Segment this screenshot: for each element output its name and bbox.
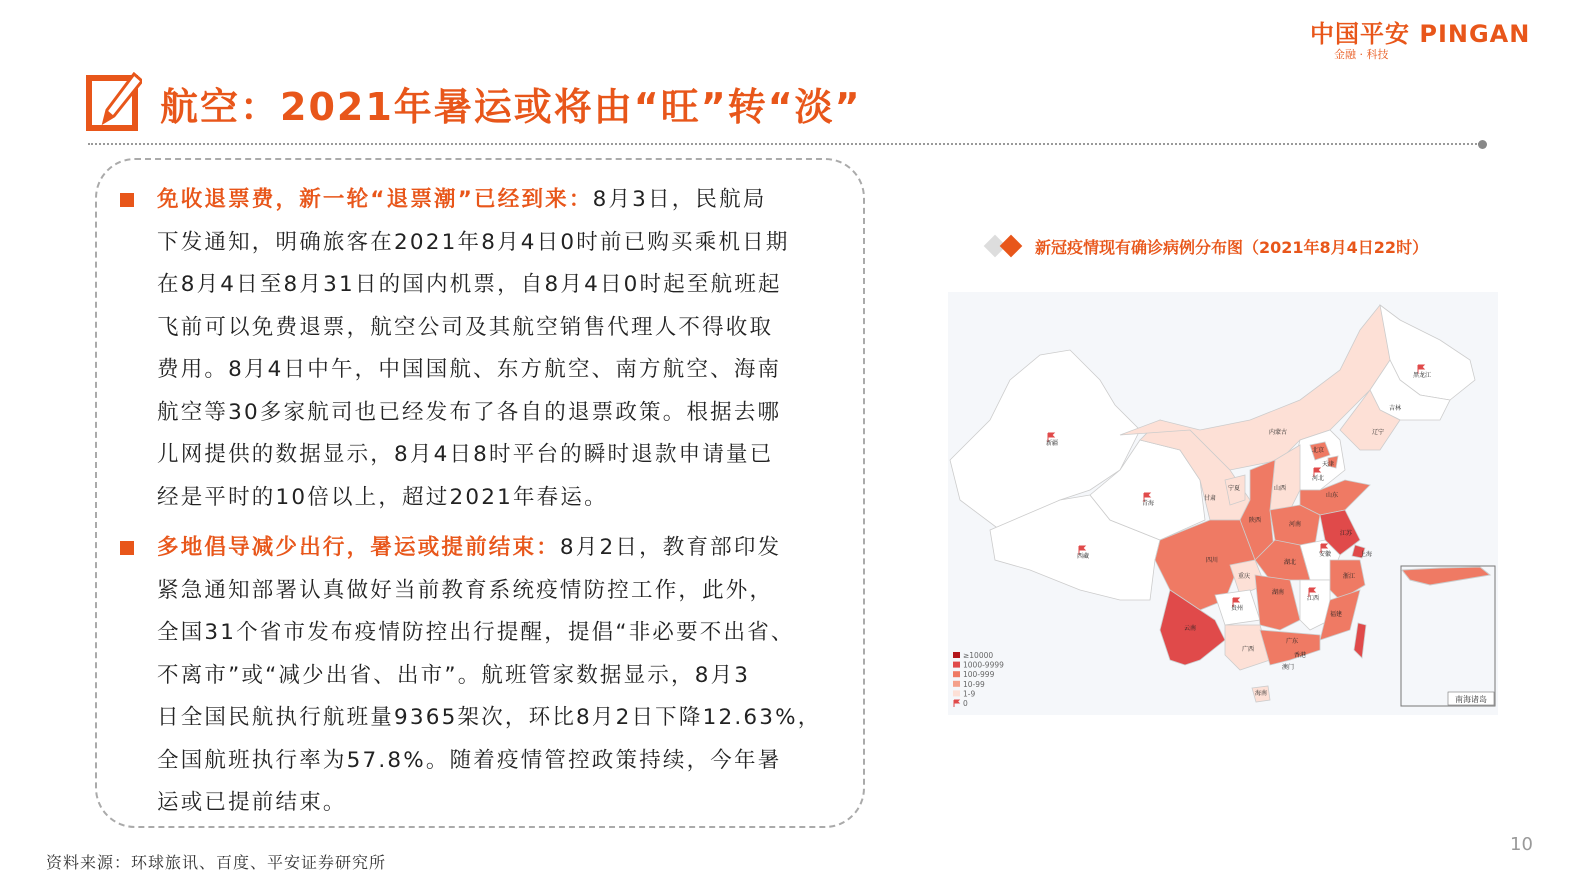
paragraph-text: 经是平时的10倍以上，超过2021年春运。 (157, 484, 608, 510)
logo-sub-text: 金融 · 科技 (1334, 48, 1389, 61)
paragraph-text: 儿网提供的数据显示，8月4日8时平台的瞬时退款申请量已 (157, 442, 774, 467)
legend-label: 100-999 (963, 670, 995, 680)
page-number: 10 (1510, 834, 1533, 855)
paragraph-line (157, 477, 790, 520)
province-label: 西藏 (1076, 553, 1090, 560)
province-label: 澳门 (1281, 664, 1295, 671)
paragraph-line (157, 697, 821, 740)
province-label: 福建 (1329, 611, 1343, 618)
paragraph-travel (157, 527, 821, 825)
inset-label: 南海诸岛 (1455, 695, 1487, 704)
province-label: 海南 (1254, 690, 1268, 697)
province-24[interactable] (1255, 575, 1300, 630)
legend-label: 1000-9999 (963, 660, 1004, 670)
paragraph-text: 不离市”或“减少出省、出市”。航班管家数据显示，8月3 (157, 662, 751, 688)
legend-swatch (953, 662, 960, 668)
legend-swatch (953, 681, 960, 687)
paragraph-text: 运或已提前结束。 (157, 790, 347, 815)
province-label: 黑龙江 (1412, 372, 1432, 379)
paragraph-text: 下发通知，明确旅客在2021年8月4日0时前已购买乘机日期 (157, 229, 790, 255)
province-label: 吉林 (1388, 405, 1402, 412)
province-label: 贵州 (1230, 605, 1244, 612)
paragraph-text: 飞前可以免费退票，航空公司及其航空销售代理人不得收取 (157, 314, 774, 340)
province-label: 北京 (1311, 447, 1325, 454)
paragraph-line (157, 655, 821, 698)
legend-flag-icon (954, 700, 959, 707)
paragraph-text: 8月2日，教育部印发 (559, 535, 782, 560)
paragraph-text: 8月3日，民航局 (592, 187, 767, 212)
province-label: 江西 (1306, 595, 1320, 602)
legend-swatch (953, 652, 960, 658)
china-covid-map (948, 292, 1498, 715)
province-label: 山东 (1325, 492, 1339, 499)
province-label: 山西 (1273, 485, 1287, 492)
logo-main-text: 中国平安 PINGAN (1310, 20, 1531, 48)
province-label: 湖南 (1271, 589, 1285, 596)
paragraph-text: 在8月4日至8月31日的国内机票，自8月4日0时起至航班起 (157, 272, 782, 297)
paragraph-line (157, 570, 821, 613)
province-label: 浙江 (1342, 573, 1356, 580)
slide-title: 航空：2021年暑运或将由“旺”转“淡” (160, 85, 862, 129)
paragraph-line (157, 527, 821, 570)
province-label: 香港 (1293, 652, 1307, 659)
source-note: 资料来源：环球旅讯、百度、平安证券研究所 (46, 853, 387, 872)
paragraph-line (157, 740, 821, 783)
province-label: 青海 (1141, 500, 1155, 507)
legend-label: 1-9 (963, 689, 976, 699)
paragraph-line (157, 434, 790, 477)
inset-mainland (1402, 567, 1490, 585)
legend-label: 0 (963, 699, 968, 708)
legend-swatch (953, 671, 960, 677)
province-label: 云南 (1183, 625, 1197, 632)
diamond-icon (985, 234, 1025, 258)
edit-pencil-icon (86, 72, 142, 132)
map-caption-text: 新冠疫情现有确诊病例分布图（2021年8月4日22时） (1035, 237, 1429, 257)
province-label: 湖北 (1283, 559, 1297, 566)
province-33[interactable] (1354, 623, 1366, 658)
legend-label: ≥10000 (963, 651, 994, 660)
bullet-heading: 免收退票费，新一轮“退票潮”已经到来： (157, 187, 593, 212)
province-label: 陕西 (1248, 517, 1262, 524)
province-29[interactable] (1260, 630, 1320, 665)
legend-label: 10-99 (963, 679, 985, 689)
province-label: 甘肃 (1203, 495, 1217, 502)
province-label: 内蒙古 (1268, 429, 1288, 436)
paragraph-line (157, 782, 821, 825)
bullet-marker (120, 541, 134, 555)
paragraph-text: 紧急通知部署认真做好当前教育系统疫情防控工作，此外， (157, 577, 774, 603)
bullet-heading: 多地倡导减少出行，暑运或提前结束： (157, 535, 560, 560)
province-label: 重庆 (1237, 573, 1251, 580)
paragraph-refund (157, 179, 790, 519)
province-label: 江苏 (1339, 530, 1353, 537)
paragraph-line (157, 222, 790, 265)
paragraph-text: 航空等30多家航司也已经发布了各自的退票政策。根据去哪 (157, 399, 782, 425)
province-label: 上海 (1359, 551, 1373, 558)
province-label: 广西 (1241, 646, 1255, 653)
paragraph-line (157, 264, 790, 307)
pingan-logo (1310, 14, 1550, 61)
paragraph-text: 全国31个省市发布疫情防控出行提醒，提倡“非必要不出省、 (157, 620, 795, 645)
province-label: 广东 (1285, 638, 1299, 645)
paragraph-line (157, 307, 790, 350)
paragraph-text: 全国航班执行率为57.8%。随着疫情管控政策持续，今年暑 (157, 747, 782, 773)
legend-swatch (953, 690, 960, 696)
province-label: 河北 (1311, 475, 1325, 482)
map-caption (985, 234, 1428, 258)
divider-dot (1478, 140, 1487, 149)
paragraph-line (157, 392, 790, 435)
province-label: 天津 (1321, 461, 1335, 468)
province-label: 辽宁 (1371, 429, 1385, 436)
bullet-marker (120, 193, 134, 207)
paragraph-line (157, 349, 790, 392)
province-label: 河南 (1288, 521, 1302, 528)
province-label: 安徽 (1318, 551, 1332, 558)
paragraph-line (157, 179, 790, 222)
paragraph-text: 日全国民航执行航班量9365架次，环比8月2日下降12.63%， (157, 705, 822, 730)
province-label: 宁夏 (1227, 485, 1241, 492)
south-china-sea-inset (1401, 566, 1495, 706)
title-divider (88, 143, 1480, 145)
paragraph-text: 费用。8月4日中午，中国国航、东方航空、南方航空、海南 (157, 357, 782, 382)
paragraph-line (157, 612, 821, 655)
province-label: 新疆 (1045, 440, 1059, 447)
province-label: 四川 (1205, 557, 1219, 564)
